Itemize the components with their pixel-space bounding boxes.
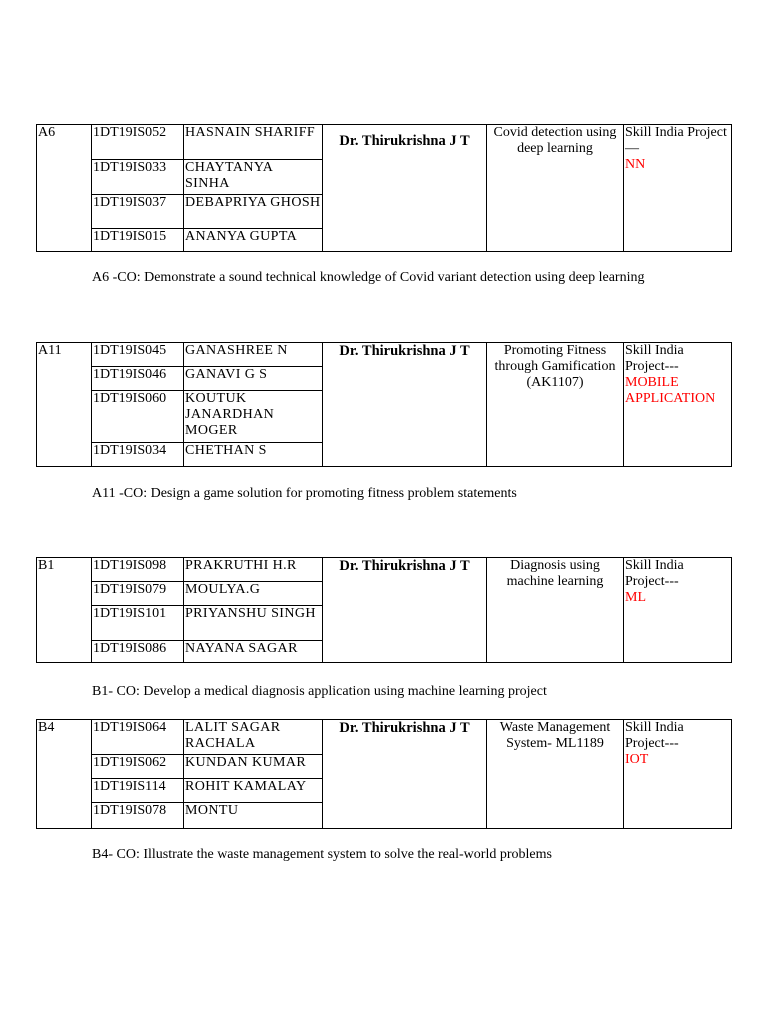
member-usn: 1DT19IS101: [92, 606, 184, 641]
guide-name: Dr. Thirukrishna J T: [323, 343, 487, 467]
member-name: GANAVI G S: [184, 367, 323, 391]
group-id: B4: [37, 720, 92, 829]
project-table: [36, 557, 732, 663]
member-usn: 1DT19IS052: [92, 125, 184, 160]
group-a11-block: [36, 342, 732, 467]
member-name: CHAYTANYA SINHA: [184, 160, 323, 195]
member-usn: 1DT19IS033: [92, 160, 184, 195]
member-usn: 1DT19IS114: [92, 779, 184, 803]
member-usn: 1DT19IS064: [92, 720, 184, 755]
member-name: GANASHREE N: [184, 343, 323, 367]
project-type-prefix: Skill India Project---: [625, 720, 684, 751]
member-usn: 1DT19IS034: [92, 443, 184, 467]
project-domain: ML: [625, 590, 646, 605]
project-type: [624, 558, 732, 663]
member-name: KOUTUK JANARDHAN MOGER: [184, 391, 323, 443]
member-name: CHETHAN S: [184, 443, 323, 467]
group-id: A6: [37, 125, 92, 252]
member-usn: 1DT19IS062: [92, 755, 184, 779]
project-title: Promoting Fitness through Gamification (AK1107): [487, 343, 624, 467]
project-type-prefix: Skill India Project---: [625, 343, 684, 374]
member-name: HASNAIN SHARIFF: [184, 125, 323, 160]
project-title: Diagnosis using machine learning: [487, 558, 624, 663]
group-b4-block: [36, 719, 732, 829]
member-name: MOULYA.G: [184, 582, 323, 606]
member-name: LALIT SAGAR RACHALA: [184, 720, 323, 755]
course-outcome: B4- CO: Illustrate the waste management system to solve the real-world problems: [92, 847, 552, 862]
member-name: NAYANA SAGAR: [184, 641, 323, 663]
member-name: PRIYANSHU SINGH: [184, 606, 323, 641]
member-name: PRAKRUTHI H.R: [184, 558, 323, 582]
project-type-prefix: Skill India Project---: [625, 558, 684, 589]
project-table: [36, 719, 732, 829]
project-table: [36, 124, 732, 252]
project-type-prefix: Skill India Project—: [625, 125, 727, 156]
project-table: [36, 342, 732, 467]
project-title: Waste Management System- ML1189: [487, 720, 624, 829]
guide-name: Dr. Thirukrishna J T: [323, 558, 487, 663]
project-domain: NN: [625, 157, 646, 172]
group-a6-block: [36, 124, 732, 252]
member-name: ROHIT KAMALAY: [184, 779, 323, 803]
member-name: MONTU: [184, 803, 323, 829]
member-name: DEBAPRIYA GHOSH: [184, 195, 323, 229]
project-title: Covid detection using deep learning: [487, 125, 624, 252]
course-outcome: A6 -CO: Demonstrate a sound technical knowledge of Covid variant detection using deep learning: [92, 270, 645, 285]
project-type: [624, 125, 732, 252]
course-outcome: B1- CO: Develop a medical diagnosis application using machine learning project: [92, 684, 547, 699]
group-b1-block: [36, 557, 732, 663]
guide-name: Dr. Thirukrishna J T: [323, 125, 487, 252]
member-usn: 1DT19IS086: [92, 641, 184, 663]
course-outcome: A11 -CO: Design a game solution for promoting fitness problem statements: [92, 486, 517, 501]
member-usn: 1DT19IS060: [92, 391, 184, 443]
member-usn: 1DT19IS079: [92, 582, 184, 606]
member-usn: 1DT19IS045: [92, 343, 184, 367]
member-usn: 1DT19IS098: [92, 558, 184, 582]
member-name: ANANYA GUPTA: [184, 229, 323, 252]
group-id: B1: [37, 558, 92, 663]
project-domain: MOBILE APPLICATION: [625, 375, 716, 406]
member-usn: 1DT19IS046: [92, 367, 184, 391]
project-type: [624, 343, 732, 467]
project-type: [624, 720, 732, 829]
member-usn: 1DT19IS015: [92, 229, 184, 252]
member-usn: 1DT19IS078: [92, 803, 184, 829]
member-usn: 1DT19IS037: [92, 195, 184, 229]
group-id: A11: [37, 343, 92, 467]
guide-name: Dr. Thirukrishna J T: [323, 720, 487, 829]
member-name: KUNDAN KUMAR: [184, 755, 323, 779]
project-domain: IOT: [625, 752, 649, 767]
